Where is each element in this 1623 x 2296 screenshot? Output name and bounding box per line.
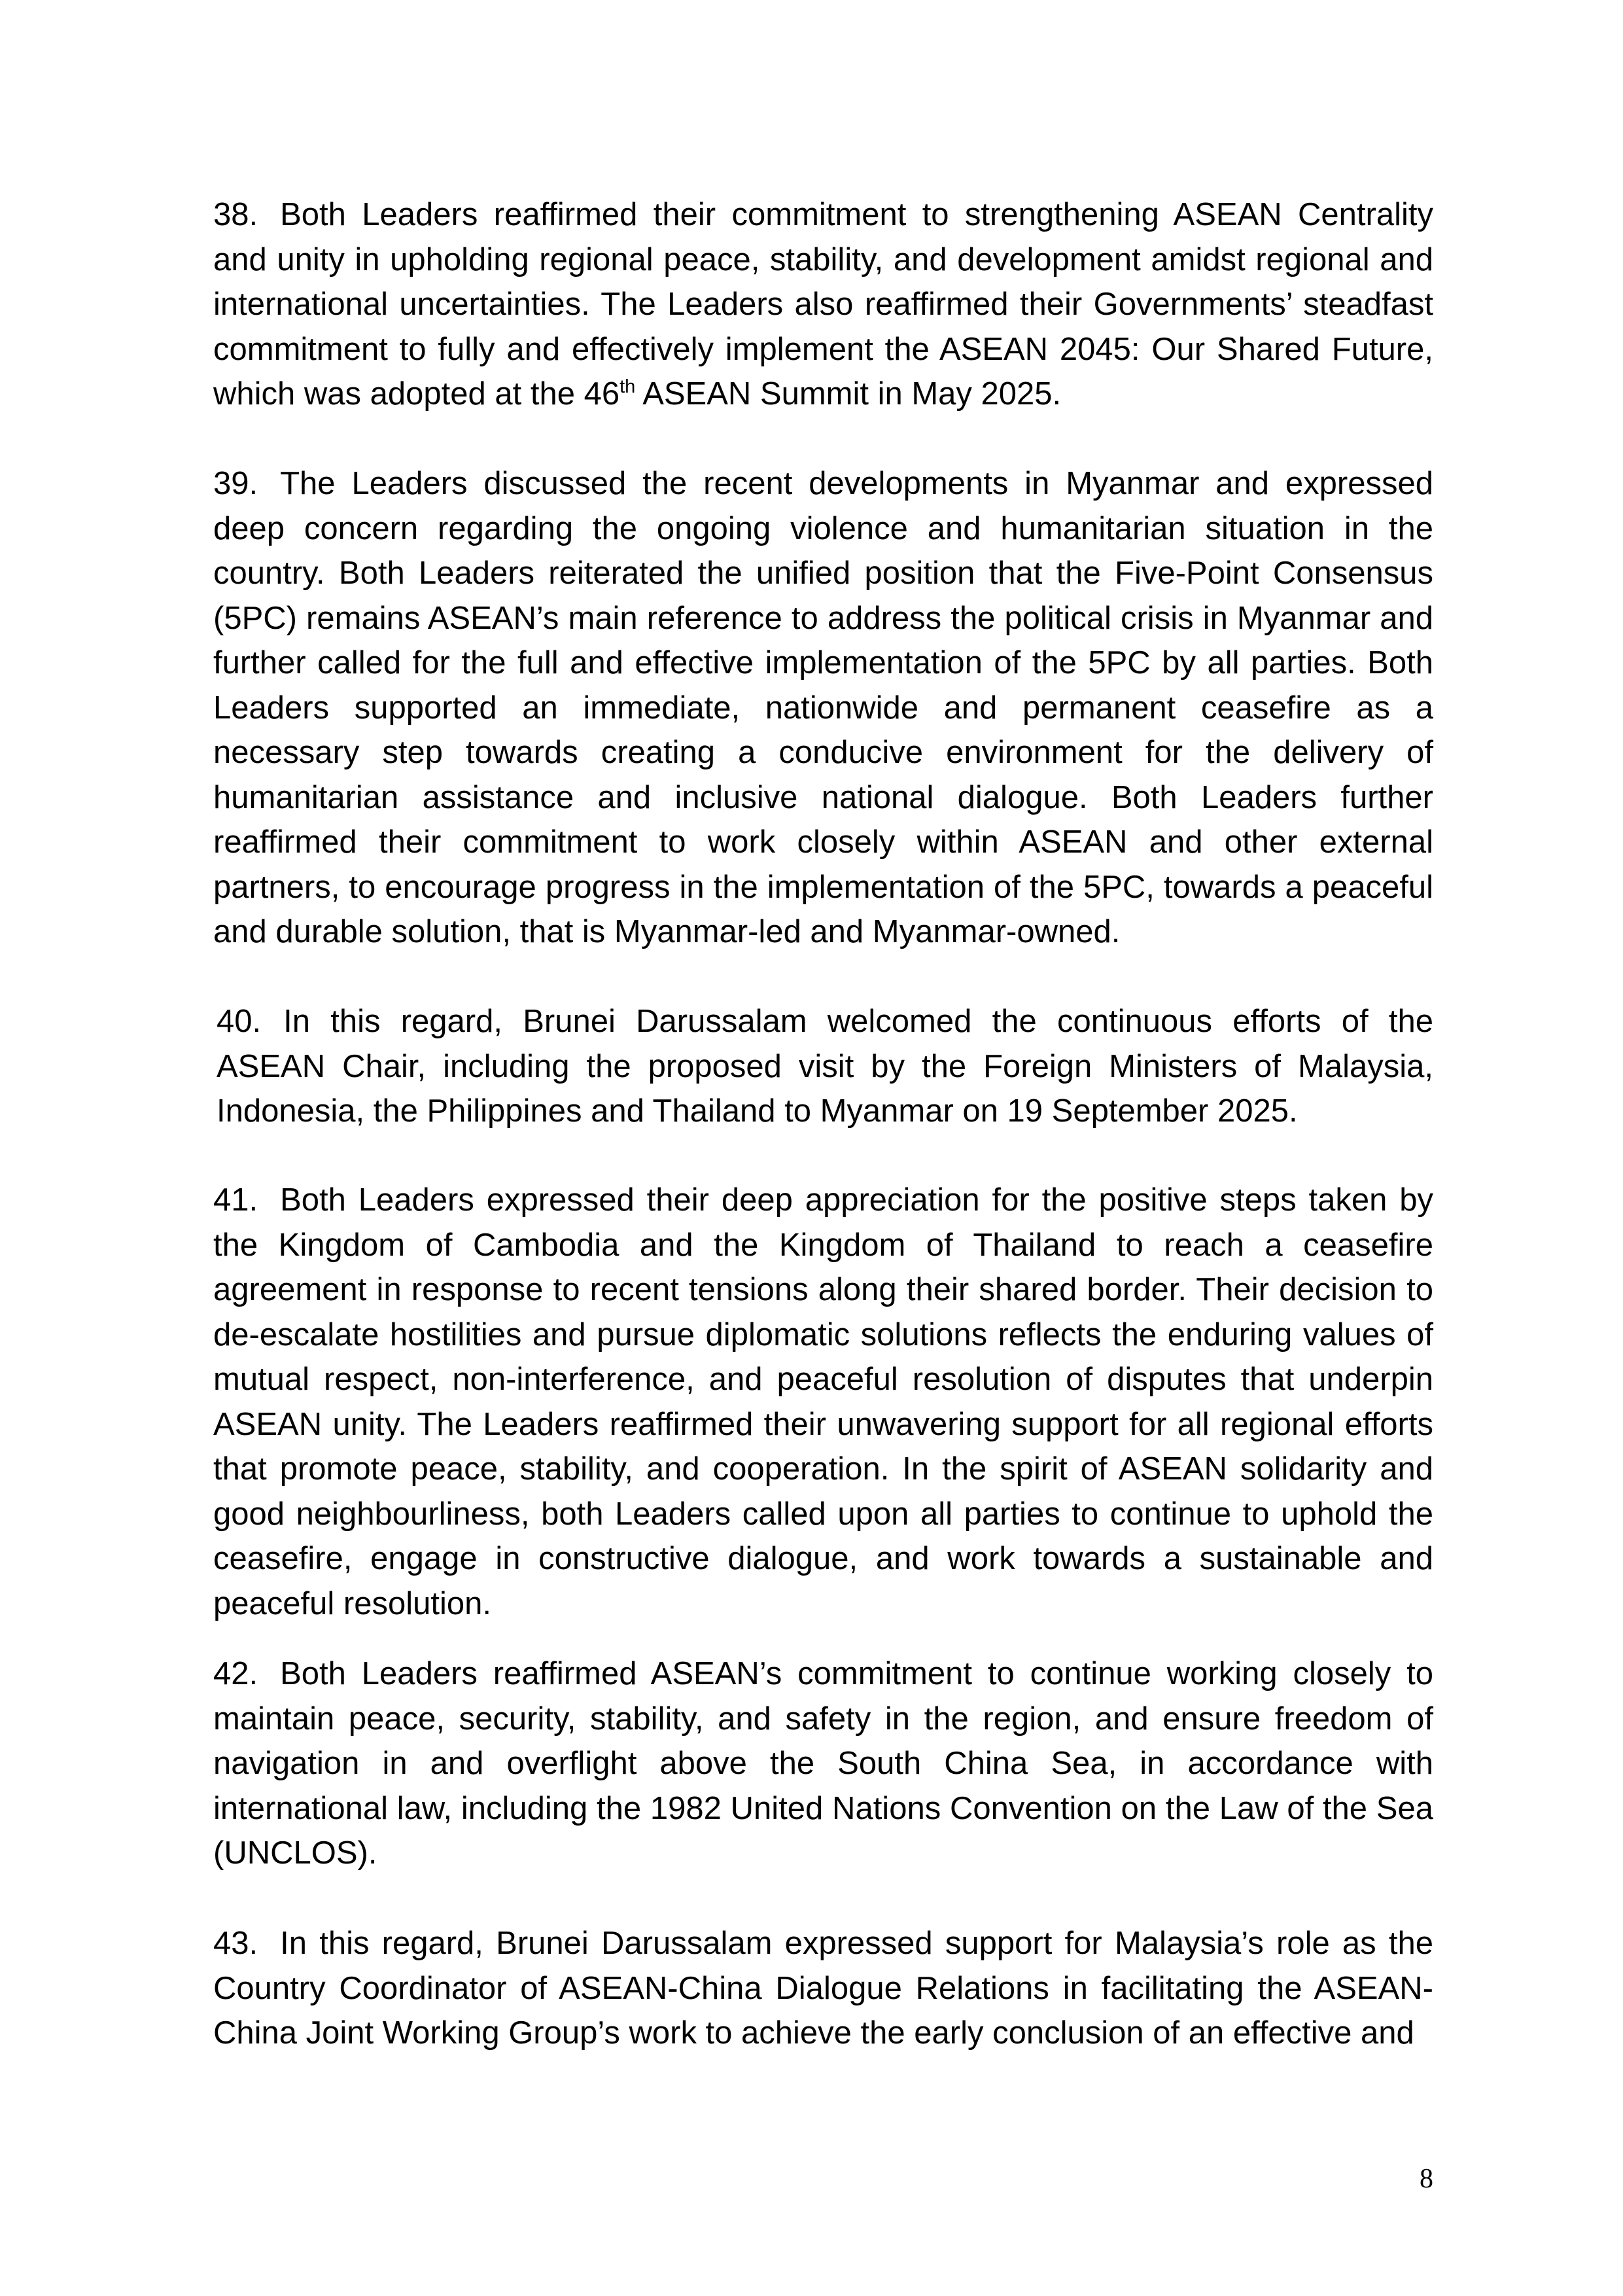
paragraph-40 (217, 999, 1433, 1134)
paragraph-number: 38. (213, 197, 258, 232)
paragraph-number: 42. (213, 1656, 258, 1691)
page-number: 8 (1420, 2164, 1433, 2194)
paragraph-number: 41. (213, 1182, 258, 1218)
paragraph-41 (213, 1178, 1433, 1626)
paragraph-text: Both Leaders expressed their deep appreciation for the positive steps taken by the Kingdom of Cambodia and the Kingdom of Thailand to reach a ceasefire agreement in response to recent tensions along their shared border. Their decision to de-escalate hostilities and pursue diplomatic solutions reflects the enduring values of mutual respect, non-interference, and peaceful resolution of disputes that underpin ASEAN unity. The Leaders reaffirmed their unwavering support for all regional efforts that promote peace, stability, and cooperation. In the spirit of ASEAN solidarity and good neighbourliness, both Leaders called upon all parties to continue to uphold the ceasefire, engage in constructive dialogue, and work towards a sustainable and peaceful resolution. (213, 1182, 1433, 1621)
paragraph-number: 40. (217, 1004, 262, 1039)
paragraph-38 (213, 192, 1433, 417)
paragraph-text-continued: ASEAN Summit in May 2025. (635, 376, 1062, 412)
paragraph-42 (213, 1651, 1433, 1876)
paragraph-39 (213, 461, 1433, 955)
paragraph-text: Both Leaders reaffirmed their commitment to strengthening ASEAN Centrality and unity in upholding regional peace, stability, and development amidst regional and international uncertainties. The Leaders also reaffirmed their Governments’ steadfast commitment to fully and effectively implement the ASEAN 2045: Our Shared Future, which was adopted at the 46 (213, 197, 1433, 412)
paragraph-number: 39. (213, 466, 258, 501)
ordinal-suffix: th (620, 376, 636, 397)
paragraph-text: In this regard, Brunei Darussalam welcomed the continuous efforts of the ASEAN Chair, including the proposed visit by the Foreign Ministers of Malaysia, Indonesia, the Philippines and Thailand to Myanmar on 19 September 2025. (217, 1004, 1433, 1129)
paragraph-text: Both Leaders reaffirmed ASEAN’s commitment to continue working closely to maintain peace, security, stability, and safety in the region, and ensure freedom of navigation in and overflight above the South China Sea, in accordance with international law, including the 1982 United Nations Convention on the Law of the Sea (UNCLOS). (213, 1656, 1433, 1871)
paragraph-text: The Leaders discussed the recent developments in Myanmar and expressed deep concern regarding the ongoing violence and humanitarian situation in the country. Both Leaders reiterated the unified position that the Five-Point Consensus (5PC) remains ASEAN’s main reference to address the political crisis in Myanmar and further called for the full and effective implementation of the 5PC by all parties. Both Leaders supported an immediate, nationwide and permanent ceasefire as a necessary step towards creating a conducive environment for the delivery of humanitarian assistance and inclusive national dialogue. Both Leaders further reaffirmed their commitment to work closely within ASEAN and other external partners, to encourage progress in the implementation of the 5PC, towards a peaceful and durable solution, that is Myanmar-led and Myanmar-owned. (213, 466, 1433, 949)
paragraph-43 (213, 1921, 1433, 2056)
paragraph-text: In this regard, Brunei Darussalam expressed support for Malaysia’s role as the Country Coordinator of ASEAN-China Dialogue Relations in facilitating the ASEAN-China Joint Working Group’s work to achieve the early conclusion of an effective and (213, 1926, 1433, 2051)
paragraph-number: 43. (213, 1926, 258, 1961)
